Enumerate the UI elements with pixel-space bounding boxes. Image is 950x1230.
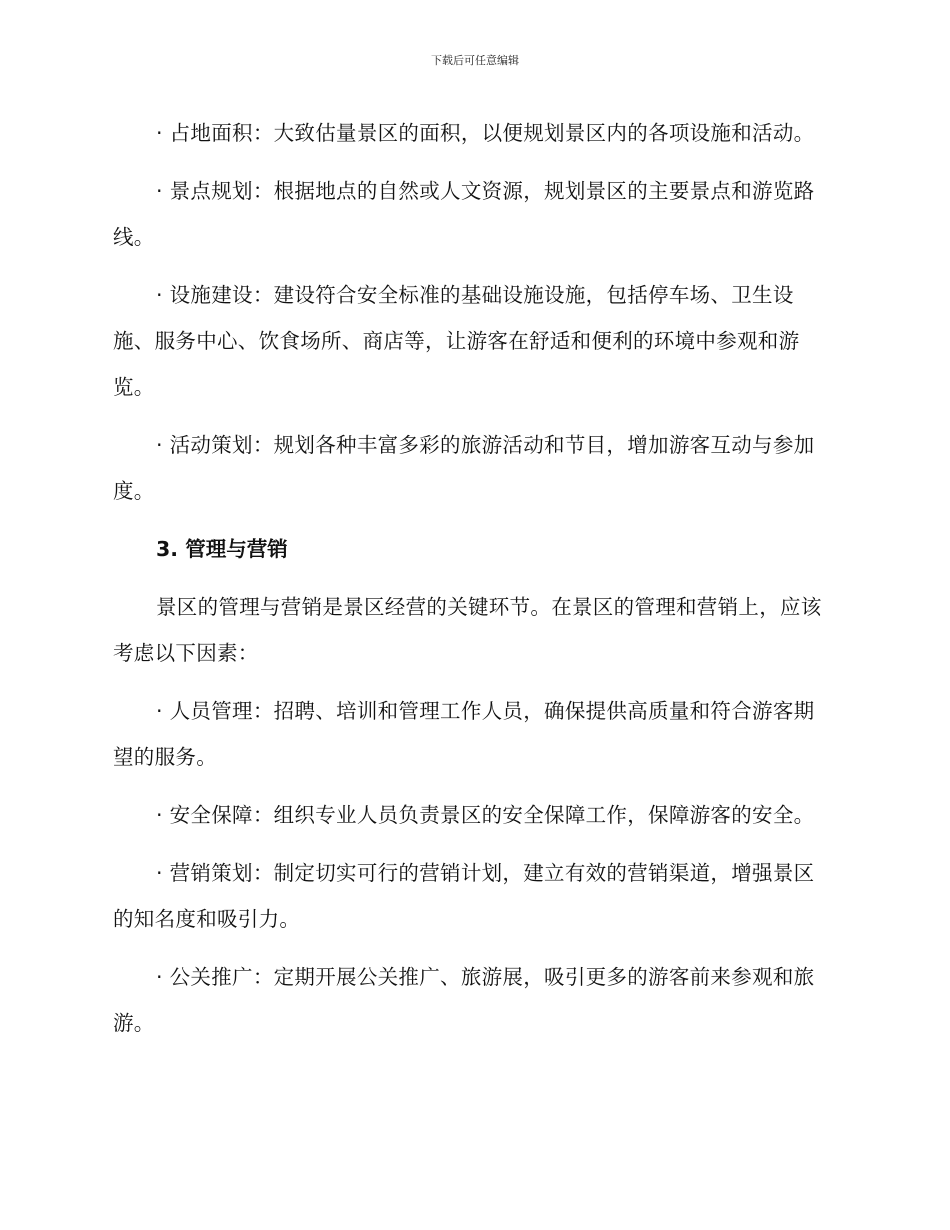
section-heading: 3. 管理与营销 xyxy=(156,537,288,561)
list-item-staff-management: · 人员管理：招聘、培训和管理工作人员，确保提供高质量和符合游客期望的服务。 xyxy=(113,699,815,769)
section-intro: 景区的管理与营销是景区经营的关键环节。在景区的管理和营销上，应该考虑以下因素： xyxy=(113,595,822,665)
list-item-activity-planning: · 活动策划：规划各种丰富多彩的旅游活动和节目，增加游客互动与参加度。 xyxy=(113,433,815,503)
list-item-safety: · 安全保障：组织专业人员负责景区的安全保障工作，保障游客的安全。 xyxy=(156,803,815,827)
list-item-facility-construction: · 设施建设：建设符合安全标准的基础设施设施，包括停车场、卫生设施、服务中心、饮食场所、商店等，让游客在舒适和便利的环境中参观和游览。 xyxy=(113,283,800,399)
document-body xyxy=(113,110,833,1058)
list-item-scenic-planning: · 景点规划：根据地点的自然或人文资源，规划景区的主要景点和游览路线。 xyxy=(113,179,815,249)
page-header: 下载后可任意编辑 xyxy=(431,54,519,67)
list-item-land-area: · 占地面积：大致估量景区的面积，以便规划景区内的各项设施和活动。 xyxy=(156,121,815,145)
list-item-marketing: · 营销策划：制定切实可行的营销计划，建立有效的营销渠道，增强景区的知名度和吸引力。 xyxy=(113,861,815,931)
list-item-pr-promotion: · 公关推广：定期开展公关推广、旅游展，吸引更多的游客前来参观和旅游。 xyxy=(113,965,815,1035)
